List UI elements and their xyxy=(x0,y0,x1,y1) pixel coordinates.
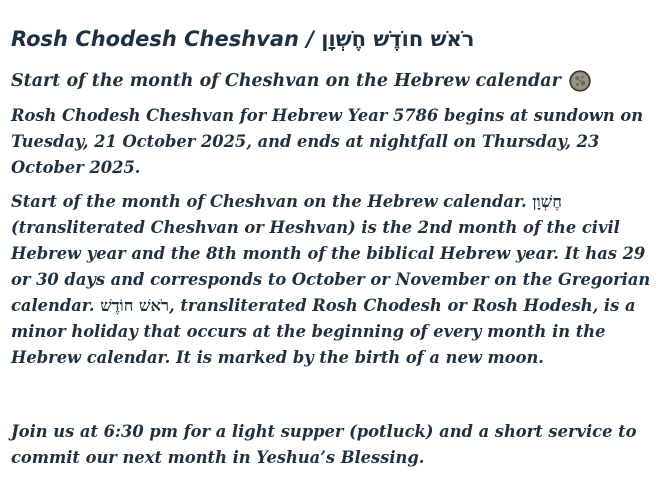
description-hebrew-cheshvan: חֶשְׁוָן xyxy=(532,192,562,211)
subtitle xyxy=(11,68,651,94)
moon-icon xyxy=(569,70,591,92)
description-start: Start of the month of Cheshvan on the Hebrew calendar. xyxy=(11,192,533,211)
description-middle: (transliterated Cheshvan or Heshvan) is the 2nd month of the civil Hebrew year and the 8th month of the biblical Hebrew year. It has 29 or 30 days and corresponds to October or November on the Gregorian calendar. xyxy=(11,218,651,315)
page-title xyxy=(11,22,651,56)
invitation-paragraph: Join us at 6:30 pm for a light supper (potluck) and a short service to commit our next month in Yeshua’s Blessing. xyxy=(11,422,637,467)
title-hebrew: רֹאשׁ חוֹדֶשׁ חֶשְׁוָן xyxy=(321,27,475,51)
subtitle-text: Start of the month of Cheshvan on the Hebrew calendar xyxy=(11,71,561,91)
dates-paragraph: Rosh Chodesh Cheshvan for Hebrew Year 5786 begins at sundown on Tuesday, 21 October 2025, and ends at nightfall on Thursday, 23 October 2025. xyxy=(11,106,644,177)
description-hebrew-rosh-chodesh: רֹאשׁ חוֹדֶשׁ xyxy=(100,296,170,315)
description-end: , transliterated Rosh Chodesh or Rosh Hodesh, is a minor holiday that occurs at the beginning of every month in the Hebrew calendar. It is marked by the birth of a new moon. xyxy=(11,296,636,367)
description-paragraph xyxy=(11,189,651,371)
event-page xyxy=(11,22,651,479)
title-english: Rosh Chodesh Cheshvan / xyxy=(11,27,322,51)
